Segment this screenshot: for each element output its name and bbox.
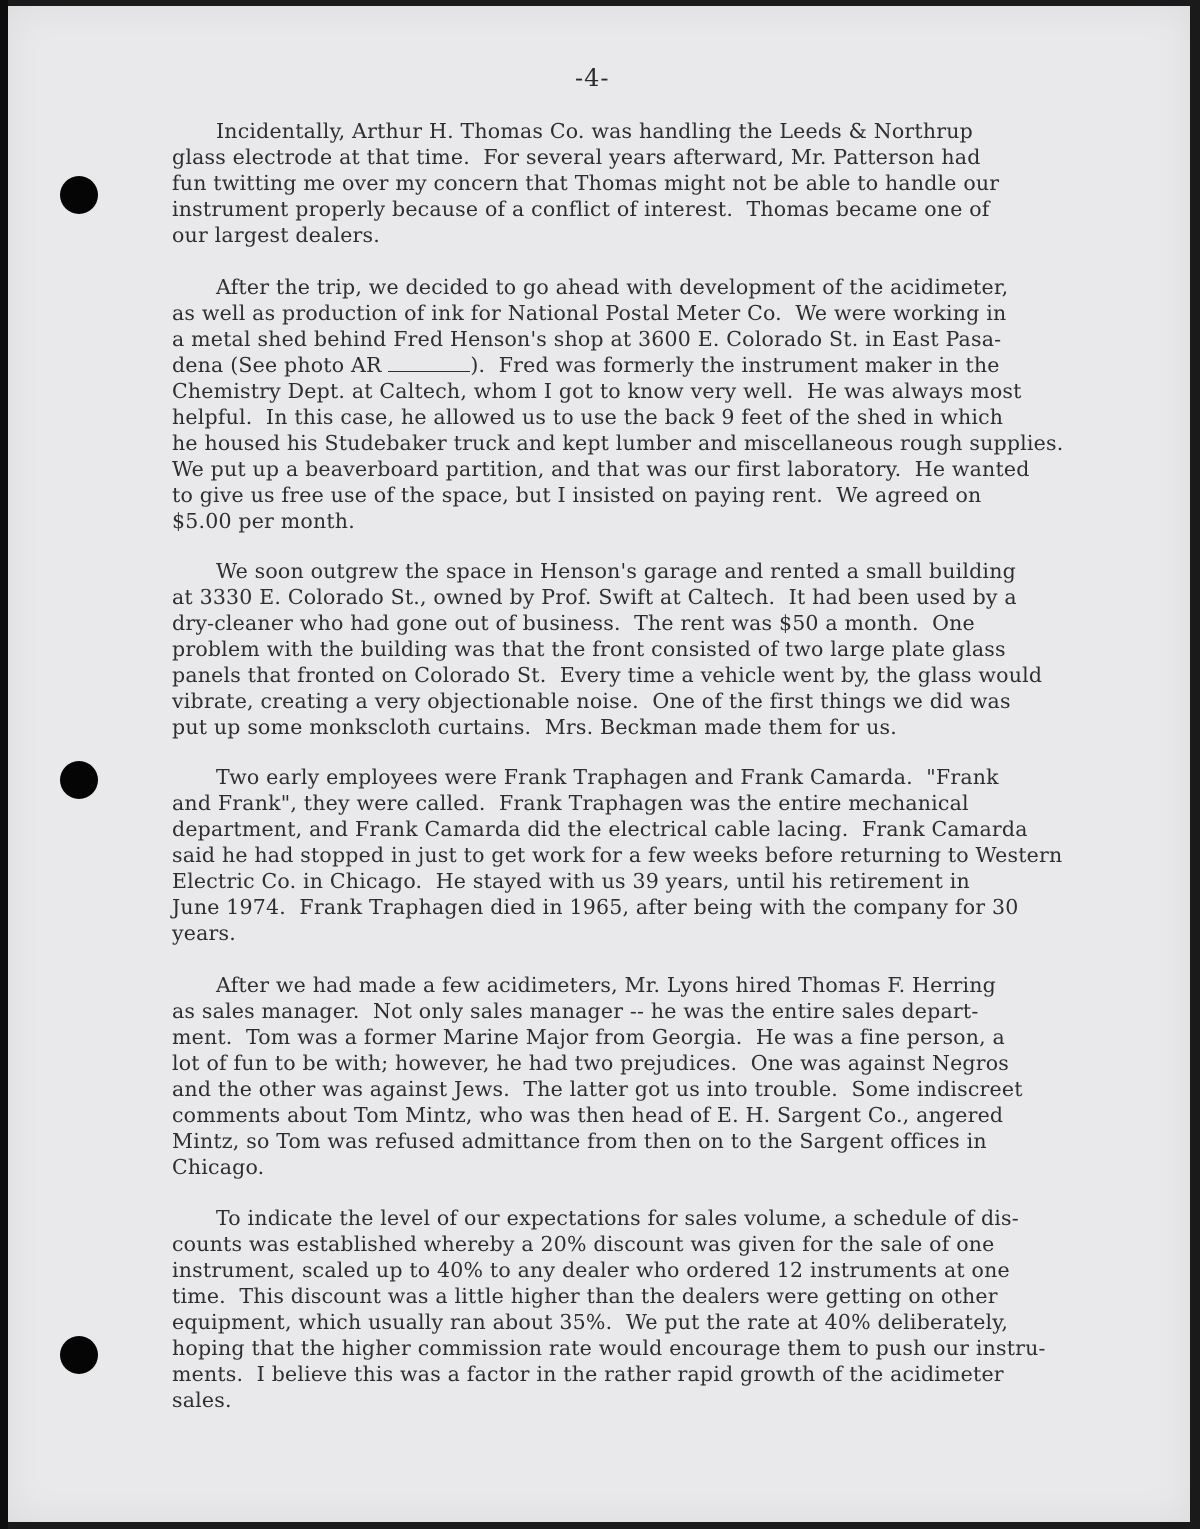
text-line: he housed his Studebaker truck and kept lumber and miscellaneous rough supplies. <box>172 431 1064 455</box>
text-line: as well as production of ink for National Postal Meter Co. We were working in <box>172 301 1007 325</box>
text-line: said he had stopped in just to get work for a few weeks before returning to Western <box>172 843 1063 867</box>
text-line-with-blank <box>172 352 1132 378</box>
text-line: at 3330 E. Colorado St., owned by Prof. Swift at Caltech. It had been used by a <box>172 585 1017 609</box>
text-line: a metal shed behind Fred Henson's shop at 3600 E. Colorado St. in East Pasa- <box>172 327 1002 351</box>
text-line: We put up a beaverboard partition, and that was our first laboratory. He wanted <box>172 457 1030 481</box>
punch-hole <box>60 1336 98 1374</box>
text-line: To indicate the level of our expectations for sales volume, a schedule of dis- <box>216 1206 1019 1230</box>
text-line: department, and Frank Camarda did the electrical cable lacing. Frank Camarda <box>172 817 1028 841</box>
text-line: Chemistry Dept. at Caltech, whom I got to know very well. He was always most <box>172 379 1022 403</box>
text-line: ment. Tom was a former Marine Major from Georgia. He was a fine person, a <box>172 1025 1005 1049</box>
page-left-edge <box>0 0 8 1529</box>
text-line: and Frank", they were called. Frank Traphagen was the entire mechanical <box>172 791 969 815</box>
paragraph-3 <box>172 558 1132 740</box>
text-line: fun twitting me over my concern that Thomas might not be able to handle our <box>172 171 1000 195</box>
paragraph-4 <box>172 764 1132 946</box>
paragraph-1 <box>172 118 1132 248</box>
text-line: glass electrode at that time. For several years afterward, Mr. Patterson had <box>172 145 981 169</box>
text-line: instrument properly because of a conflict of interest. Thomas became one of <box>172 197 990 221</box>
text-line: lot of fun to be with; however, he had two prejudices. One was against Negros <box>172 1051 1010 1075</box>
paragraph-2 <box>172 274 1132 534</box>
text-line: vibrate, creating a very objectionable noise. One of the first things we did was <box>172 689 1011 713</box>
text-line: put up some monkscloth curtains. Mrs. Beckman made them for us. <box>172 715 897 739</box>
text-line: problem with the building was that the front consisted of two large plate glass <box>172 637 1006 661</box>
text-fragment: ). Fred was formerly the instrument maker in the <box>470 353 1000 377</box>
text-line: sales. <box>172 1388 232 1412</box>
text-line: After we had made a few acidimeters, Mr. Lyons hired Thomas F. Herring <box>216 973 996 997</box>
paragraph-6 <box>172 1205 1132 1413</box>
text-line: dry-cleaner who had gone out of business. The rent was $50 a month. One <box>172 611 975 635</box>
text-line: June 1974. Frank Traphagen died in 1965, after being with the company for 30 <box>172 895 1019 919</box>
text-line: Two early employees were Frank Traphagen and Frank Camarda. "Frank <box>216 765 999 789</box>
text-line: Mintz, so Tom was refused admittance from then on to the Sargent offices in <box>172 1129 987 1153</box>
paragraph-5 <box>172 972 1132 1180</box>
page-number: -4- <box>575 64 610 92</box>
text-line: helpful. In this case, he allowed us to use the back 9 feet of the shed in which <box>172 405 1004 429</box>
text-line: and the other was against Jews. The latter got us into trouble. Some indiscreet <box>172 1077 1023 1101</box>
text-line: as sales manager. Not only sales manager -- he was the entire sales depart- <box>172 999 979 1023</box>
punch-hole <box>60 176 98 214</box>
text-line: We soon outgrew the space in Henson's garage and rented a small building <box>216 559 1016 583</box>
text-line: to give us free use of the space, but I insisted on paying rent. We agreed on <box>172 483 982 507</box>
punch-hole <box>60 761 98 799</box>
text-fragment: dena (See photo AR <box>172 353 382 377</box>
text-line: years. <box>172 921 236 945</box>
text-line: panels that fronted on Colorado St. Every time a vehicle went by, the glass would <box>172 663 1043 687</box>
text-line: ments. I believe this was a factor in the rather rapid growth of the acidimeter <box>172 1362 1004 1386</box>
text-line: equipment, which usually ran about 35%. We put the rate at 40% deliberately, <box>172 1310 1009 1334</box>
text-line: instrument, scaled up to 40% to any dealer who ordered 12 instruments at one <box>172 1258 1010 1282</box>
text-line: time. This discount was a little higher than the dealers were getting on other <box>172 1284 998 1308</box>
text-line: $5.00 per month. <box>172 509 355 533</box>
text-line: hoping that the higher commission rate would encourage them to push our instru- <box>172 1336 1046 1360</box>
text-line: our largest dealers. <box>172 223 380 247</box>
text-line: counts was established whereby a 20% discount was given for the sale of one <box>172 1232 995 1256</box>
text-line: After the trip, we decided to go ahead with development of the acidimeter, <box>216 275 1009 299</box>
text-line: comments about Tom Mintz, who was then head of E. H. Sargent Co., angered <box>172 1103 1004 1127</box>
text-line: Electric Co. in Chicago. He stayed with us 39 years, until his retirement in <box>172 869 970 893</box>
photo-ref-blank <box>388 353 470 372</box>
text-line: Chicago. <box>172 1155 265 1179</box>
text-line: Incidentally, Arthur H. Thomas Co. was handling the Leeds & Northrup <box>216 119 973 143</box>
